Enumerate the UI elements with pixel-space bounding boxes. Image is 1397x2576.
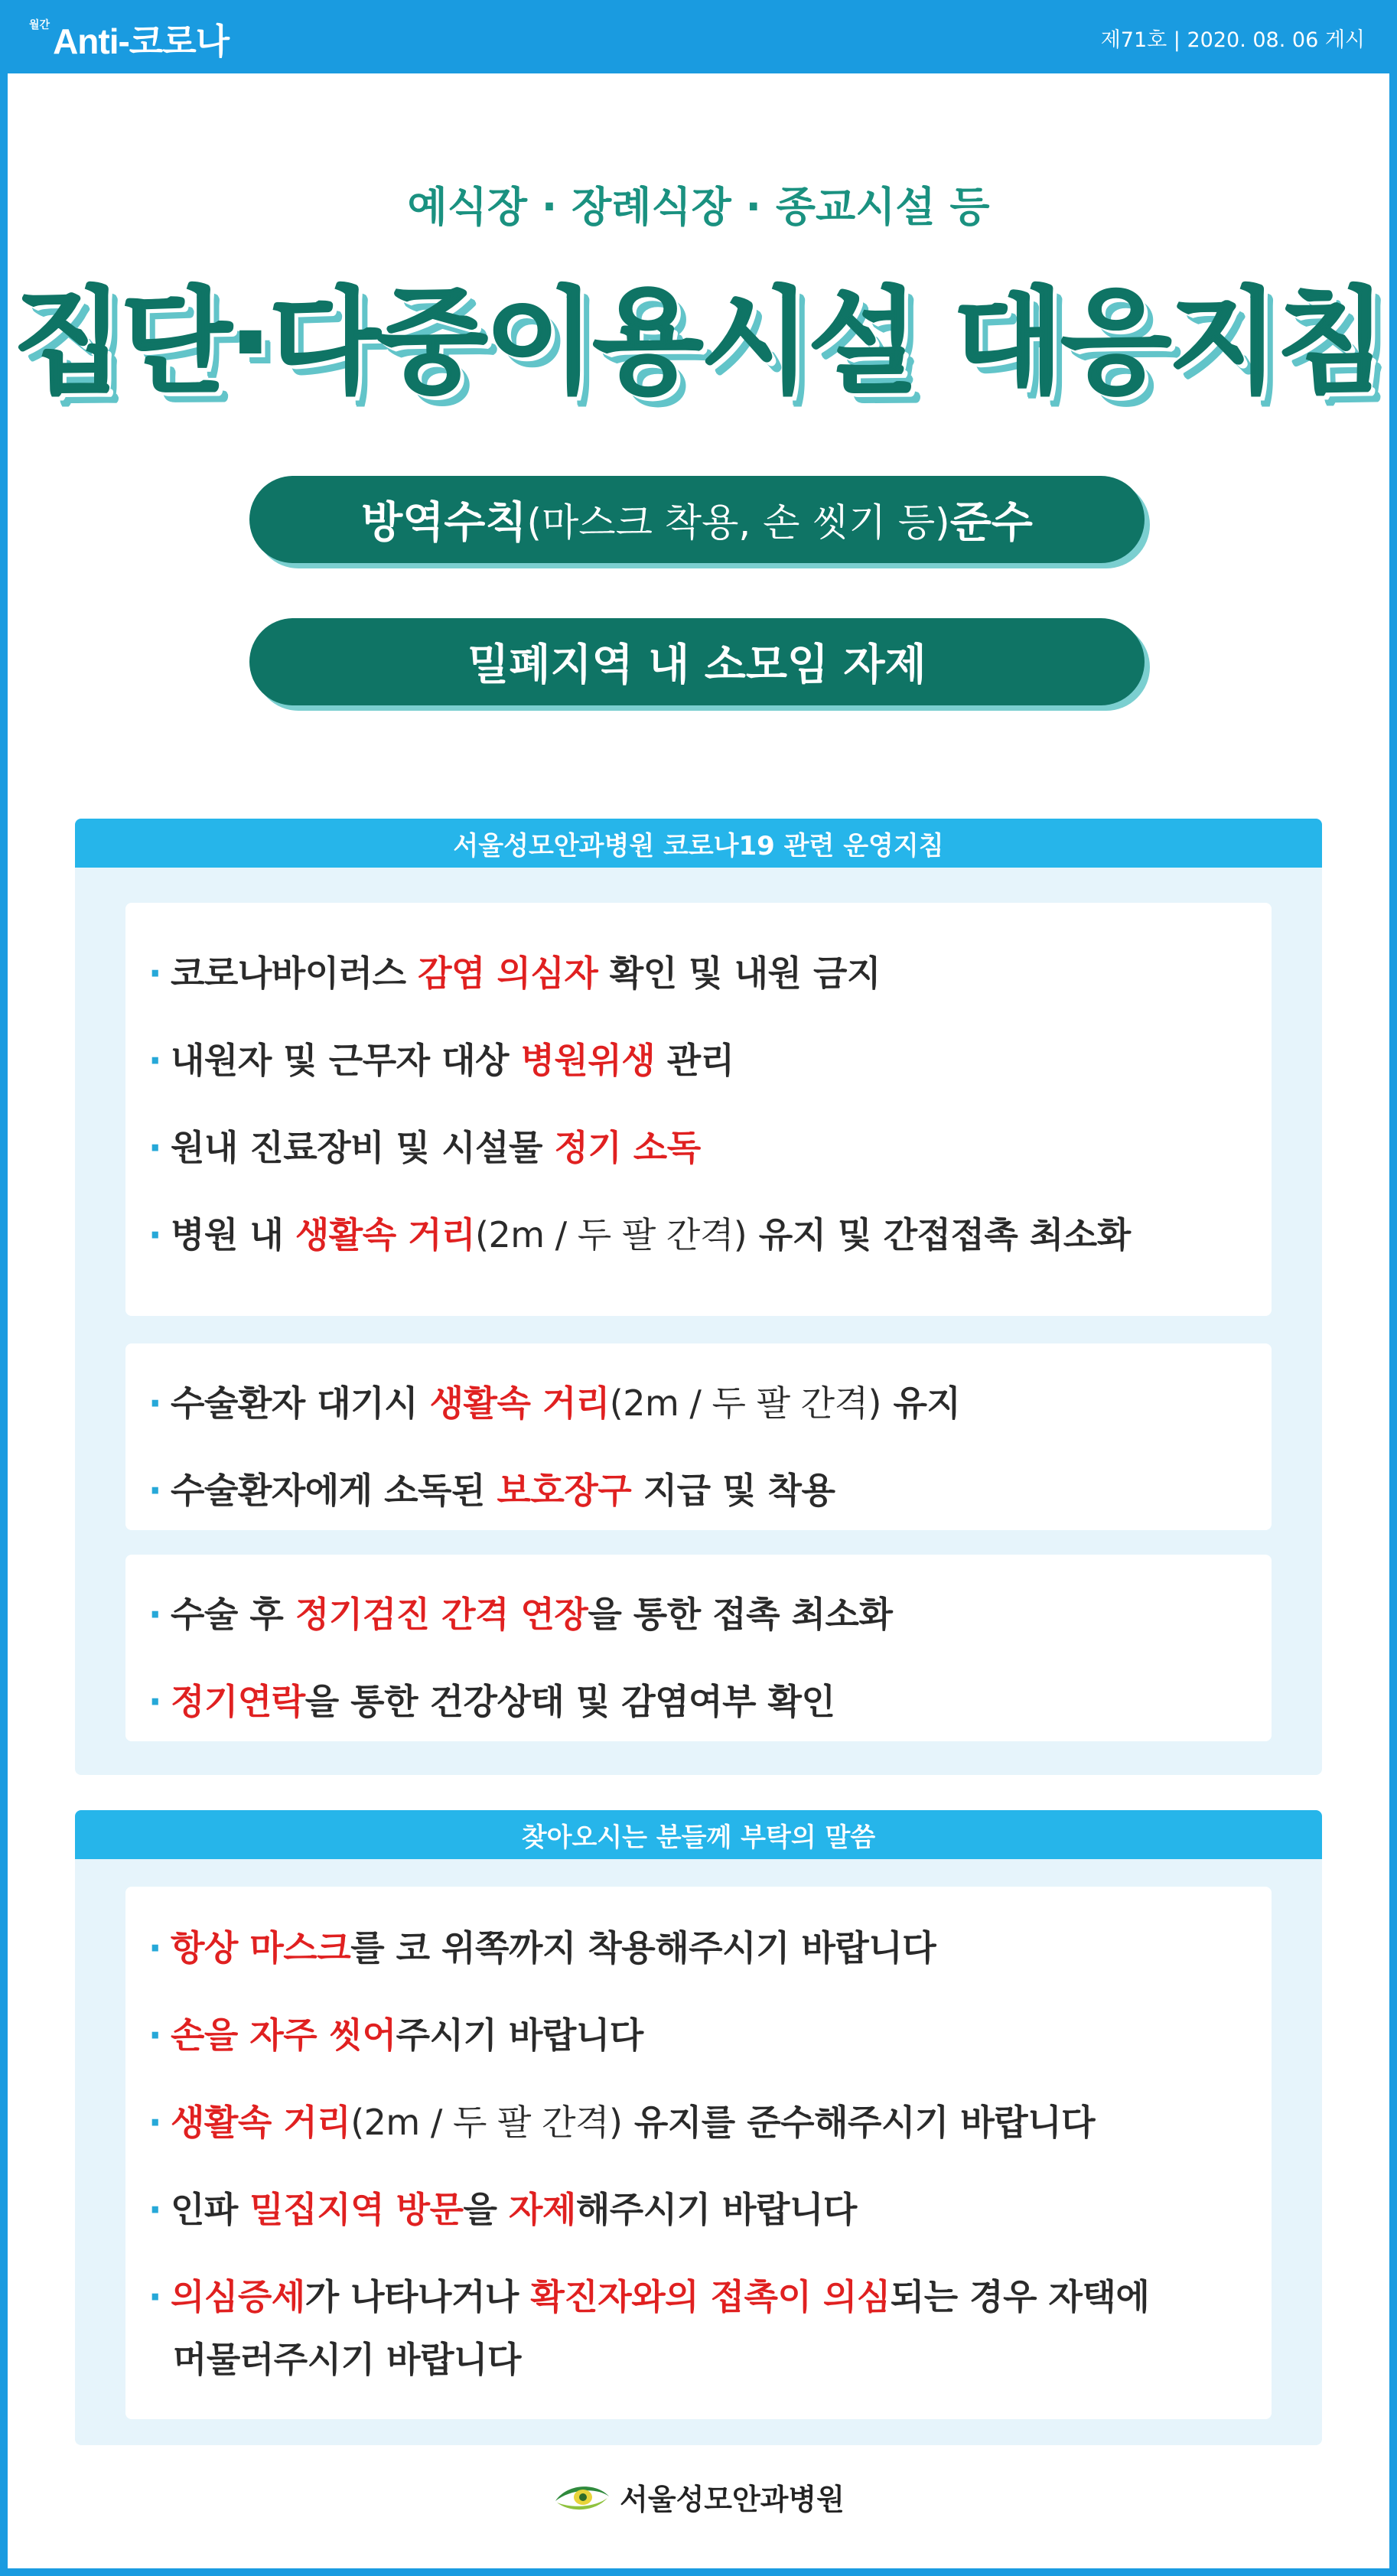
brand-small-label: 월간 (29, 19, 50, 31)
guideline-pill-gathering (249, 618, 1145, 705)
list-item: · 수술 후 정기검진 간격 연장을 통한 접촉 최소화 (148, 1594, 893, 1635)
subtitle: 예식장 · 장례식장 · 종교시설 등 (407, 183, 990, 231)
list-item: · 수술환자에게 소독된 보호장구 지급 및 착용 (148, 1470, 835, 1511)
list-item: · 병원 내 생활속 거리(2m / 두 팔 간격) 유지 및 간접접촉 최소화 (148, 1214, 1131, 1255)
poster-body (8, 73, 1389, 2568)
pill-keyword: 방역수칙 (361, 498, 527, 548)
pill-text: 밀폐지역 내 소모임 자제 (467, 640, 926, 690)
section-visitor-requests (75, 1810, 1322, 2445)
hospital-logo (8, 2476, 1389, 2518)
list-item-continuation: 머물러주시기 바랍니다 (173, 2339, 521, 2380)
list-item: · 의심증세가 나타나거나 확진자와의 접촉이 의심되는 경우 자택에 (148, 2276, 1150, 2317)
top-banner (0, 0, 1397, 73)
list-item: · 원내 진료장비 및 시설물 정기 소독 (148, 1127, 701, 1168)
guideline-box-2 (125, 1343, 1272, 1530)
list-item: · 생활속 거리(2m / 두 팔 간격) 유지를 준수해주시기 바랍니다 (148, 2102, 1096, 2143)
pill-suffix: 준수 (949, 498, 1033, 548)
guideline-pill-hygiene (249, 476, 1145, 563)
section-header: 찾아오시는 분들께 부탁의 말씀 (75, 1810, 1322, 1859)
issue-date: 제71호 | 2020. 08. 06 게시 (1100, 28, 1365, 52)
list-item: · 항상 마스크를 코 위쪽까지 착용해주시기 바랍니다 (148, 1927, 936, 1969)
hospital-name: 서울성모안과병원 (620, 2482, 845, 2516)
list-item: · 인파 밀집지역 방문을 자제해주시기 바랍니다 (148, 2189, 857, 2230)
brand-logo (29, 14, 229, 64)
list-item: · 손을 자주 씻어주시기 바랍니다 (148, 2014, 643, 2056)
section-operation-guidelines (75, 819, 1322, 1775)
guideline-box-1 (125, 903, 1272, 1316)
guideline-box-3 (125, 1555, 1272, 1741)
page-title: 집단·다중이용시설 대응지침 (12, 276, 1384, 409)
request-box (125, 1887, 1272, 2419)
list-item: · 정기연락을 통한 건강상태 및 감염여부 확인 (148, 1681, 835, 1722)
brand-name: Anti-코로나 (53, 21, 230, 61)
list-item: · 코로나바이러스 감염 의심자 확인 및 내원 금지 (148, 953, 881, 994)
list-item: · 수술환자 대기시 생활속 거리(2m / 두 팔 간격) 유지 (148, 1382, 961, 1424)
list-item: · 내원자 및 근무자 대상 병원위생 관리 (148, 1040, 734, 1081)
section-header: 서울성모안과병원 코로나19 관련 운영지침 (75, 819, 1322, 868)
pill-paren: (마스크 착용, 손 씻기 등) (526, 500, 950, 545)
eye-logo-icon (552, 2480, 612, 2515)
